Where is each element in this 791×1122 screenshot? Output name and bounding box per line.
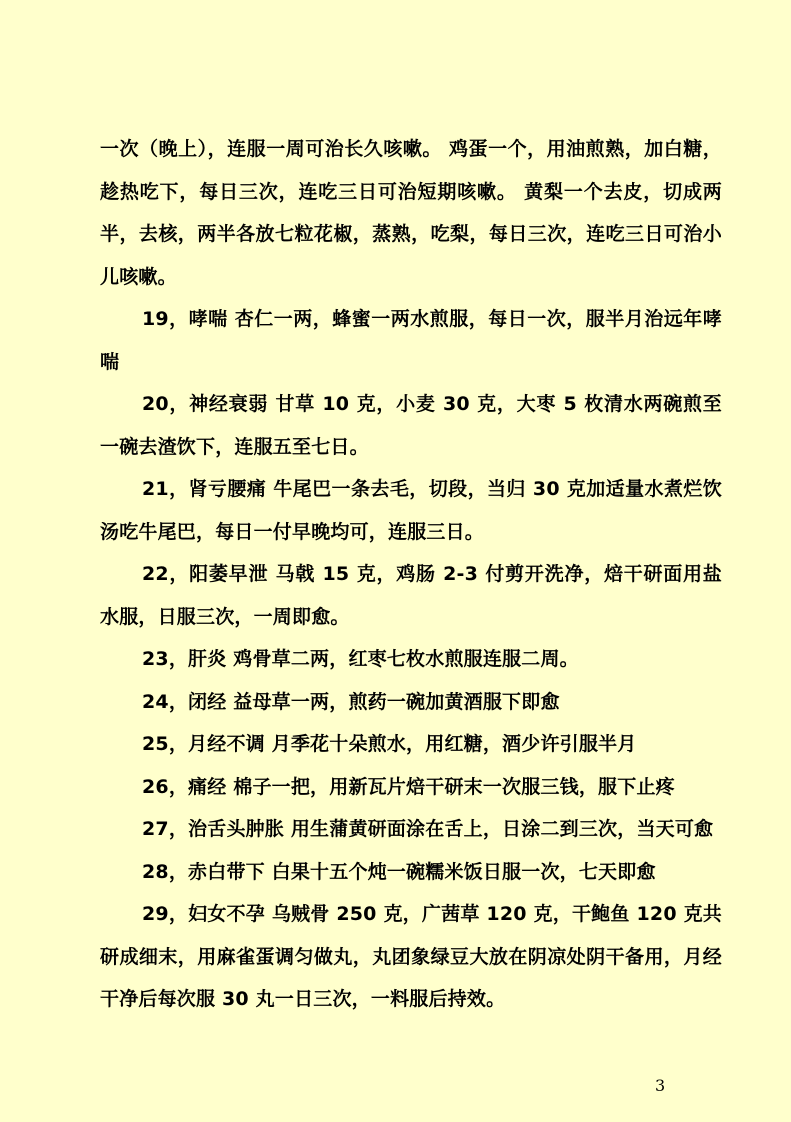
paragraph-infertility: 29，妇女不孕 乌贼骨 250 克，广茜草 120 克，干鲍鱼 120 克共研成细末，用麻雀蛋调匀做丸，丸团象绿豆大放在阴凉处阴干备用，月经干净后每次服 30 丸一日三次，一料服后持效。: [100, 903, 722, 1010]
paragraph-hepatitis: 23，肝炎 鸡骨草二两，红枣七枚水煎服连服二周。: [142, 648, 579, 670]
paragraph-tongue-swelling: 27，治舌头肿胀 用生蒲黄研面涂在舌上，日涂二到三次，当天可愈: [142, 818, 714, 840]
paragraph-neurasthenia: 20，神经衰弱 甘草 10 克，小麦 30 克，大枣 5 枚清水两碗煎至一碗去渣饮下，连服五至七日。: [100, 393, 722, 458]
paragraph-dysmenorrhea: 26，痛经 棉子一把，用新瓦片焙干研末一次服三钱，服下止疼: [142, 775, 675, 798]
paragraph-cough-remedies: 一次（晚上），连服一周可治长久咳嗽。 鸡蛋一个，用油煎熟，加白糖，趁热吃下，每日三次，连吃三日可治短期咳嗽。 黄梨一个去皮，切成两半，去核，两半各放七粒花椒，蒸熟，吃梨，每日三次，连吃三日可治小儿咳嗽。: [100, 138, 722, 288]
paragraph-kidney-back-pain: 21，肾亏腰痛 牛尾巴一条去毛，切段，当归 30 克加适量水煮烂饮汤吃牛尾巴，每日一付早晚均可，连服三日。: [100, 478, 722, 543]
paragraph-amenorrhea: 24，闭经 益母草一两，煎药一碗加黄酒服下即愈: [142, 690, 560, 713]
paragraph-leukorrhea: 28，赤白带下 白果十五个炖一碗糯米饭日服一次，七天即愈: [142, 860, 656, 883]
paragraph-asthma: 19，哮喘 杏仁一两，蜂蜜一两水煎服，每日一次，服半月治远年哮喘: [100, 308, 722, 373]
paragraph-impotence: 22，阳萎早泄 马戟 15 克，鸡肠 2-3 付剪开洗净，焙干研面用盐水服，日服三次，一周即愈。: [100, 563, 722, 628]
document-body: [100, 128, 722, 1021]
page-number: 3: [655, 1076, 666, 1095]
paragraph-irregular-menstruation: 25，月经不调 月季花十朵煎水，用红糖，酒少许引服半月: [142, 733, 637, 755]
